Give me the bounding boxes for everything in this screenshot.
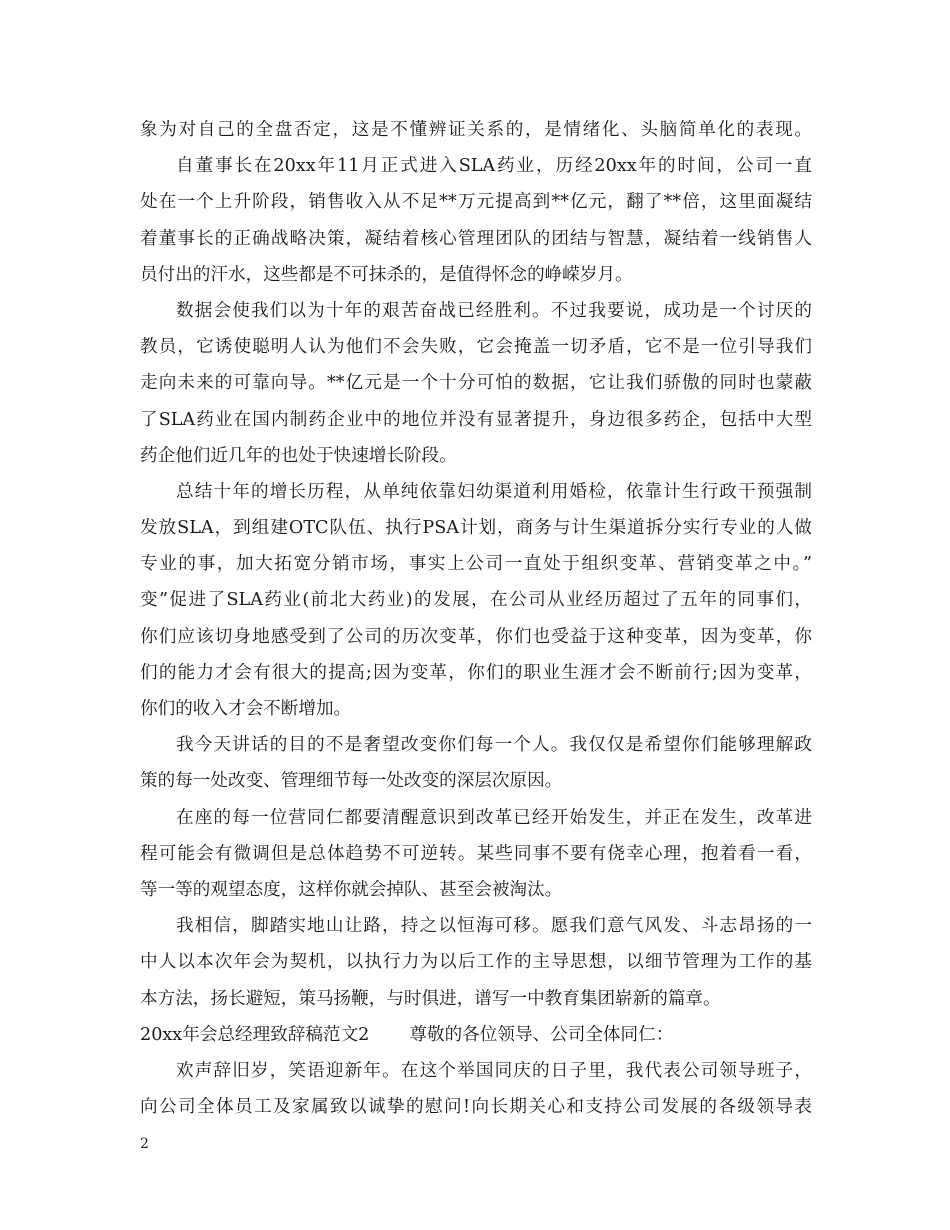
text-line: 走向未来的可靠向导。**亿元是一个十分可怕的数据，它让我们骄傲的同时也蒙蔽: [140, 373, 812, 394]
text-line: 我今天讲话的目的不是奢望改变你们每一个人。我仅仅是希望你们能够理解政: [176, 735, 812, 756]
text-line: 员付出的汗水，这些都是不可抹杀的，是值得怀念的峥嵘岁月。: [140, 264, 633, 285]
text-line: 处在一个上升阶段，销售收入从不足**万元提高到**亿元，翻了**倍，这里面凝结: [140, 192, 812, 213]
text-line: 数据会使我们以为十年的艰苦奋战已经胜利。不过我要说，成功是一个讨厌的: [176, 300, 812, 321]
text-line: 变”促进了SLA药业(前北大药业)的发展，在公司从业经历超过了五年的同事们，: [140, 590, 812, 611]
text-line: 着董事长的正确战略决策，凝结着核心管理团队的团结与智慧，凝结着一线销售人: [140, 228, 812, 249]
text-line: 我相信，脚踏实地山让路，持之以恒海可移。愿我们意气风发、斗志昂扬的一: [176, 916, 812, 937]
section-heading: [140, 1017, 812, 1053]
text-line: 了SLA药业在国内制药企业中的地位并没有显著提升，身边很多药企，包括中大型: [140, 409, 812, 430]
text-line: 程可能会有微调但是总体趋势不可逆转。某些同事不要有侥幸心理，抱着看一看，: [140, 843, 812, 864]
text-line: 你们的收入才会不断增加。: [140, 699, 352, 719]
heading-salutation: 尊敬的各位领导、公司全体同仁：: [409, 1024, 674, 1045]
text-line: 你们应该切身地感受到了公司的历次变革，你们也受益于这种变革，因为变革，你: [140, 626, 812, 647]
text-line: 药企他们近几年的也处于快速增长阶段。: [140, 445, 457, 466]
text-line: 向公司全体员工及家属致以诚挚的慰问!向长期关心和支持公司发展的各级领导表: [140, 1097, 812, 1118]
heading-title: 20xx年会总经理致辞稿范文2: [140, 1024, 370, 1045]
text-line: 中人以本次年会为契机，以执行力为以后工作的主导思想，以细节管理为工作的基: [140, 952, 812, 973]
text-line: 欢声辞旧岁，笑语迎新年。在这个举国同庆的日子里，我代表公司领导班子，: [176, 1060, 812, 1081]
text-line: 自董事长在20xx年11月正式进入SLA药业，历经20xx年的时间，公司一直: [176, 156, 812, 177]
body-text: [140, 112, 812, 1125]
text-line: 们的能力才会有很大的提高;因为变革，你们的职业生涯才会不断前行;因为变革，: [140, 662, 812, 683]
text-line: 本方法，扬长避短，策马扬鞭，与时俱进，谱写一中教育集团崭新的篇章。: [140, 988, 721, 1009]
text-line: 在座的每一位营同仁都要清醒意识到改革已经开始发生，并正在发生，改革进: [176, 807, 812, 828]
text-line: 专业的事，加大拓宽分销市场，事实上公司一直处于组织变革、营销变革之中。”: [140, 554, 812, 575]
text-line: 等一等的观望态度，这样你就会掉队、甚至会被淘汰。: [140, 879, 563, 900]
text-line: 策的每一处改变、管理细节每一处改变的深层次原因。: [140, 771, 563, 792]
text-line: 教员，它诱使聪明人认为他们不会失败，它会掩盖一切矛盾，它不是一位引导我们: [140, 337, 812, 358]
text-line: 象为对自己的全盘否定，这是不懂辨证关系的，是情绪化、头脑简单化的表现。: [140, 120, 812, 140]
text-line: 总结十年的增长历程，从单纯依靠妇幼渠道利用婚检，依靠计生行政干预强制: [176, 481, 812, 502]
text-line: 发放SLA，到组建OTC队伍、执行PSA计划，商务与计生渠道拆分实行专业的人做: [140, 518, 812, 539]
page-number: 2: [140, 1136, 149, 1152]
